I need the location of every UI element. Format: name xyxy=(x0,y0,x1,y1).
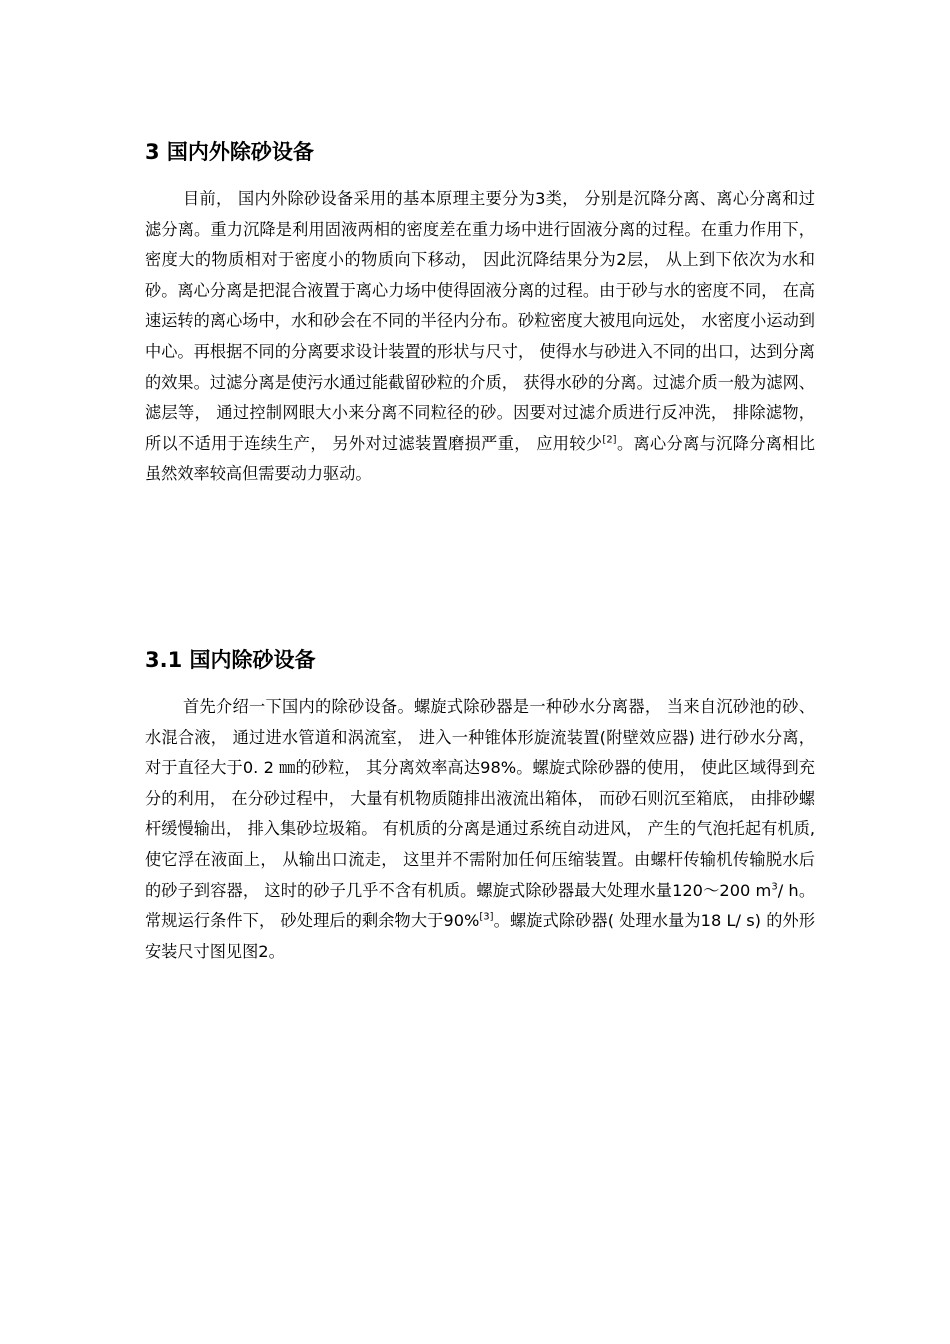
section-heading-3-1: 3.1 国内除砂设备 xyxy=(145,648,316,672)
paragraph-text: 目前， 国内外除砂设备采用的基本原理主要分为3类， 分别是沉降分离、离心分离和过滤分离。重力沉降是利用固液两相的密度差在重力场中进行固液分离的过程。在重力作用下， 密度大的物质相对于密度小的物质向下移动， 因此沉降结果分为2层， 从上到下依次为水和砂。离心分离是把混合液置于离心力场中使得固液分离的过程。由于砂与水的密度不同， 在高速运转的离心场中，水和砂会在不同的半径内分布。砂粒密度大被甩向远处， 水密度小运动到中心。再根据不同的分离要求设计装置的形状与尺寸， 使得水与砂进入不同的出口，达到分离的效果。过滤分离是使污水通过能截留砂粒的介质， 获得水砂的分离。过滤介质一般为滤网、滤层等， 通过控制网眼大小来分离不同粒径的砂。因要对过滤介质进行反冲洗， 排除滤物， 所以不适用于连续生产， 另外对过滤装置磨损严重， 应用较少 xyxy=(145,189,815,453)
paragraph-text-end: 。螺旋式除砂器( 处理水量为18 L/ s) 的外形安装尺寸图见图2。 xyxy=(145,911,816,961)
paragraph-text-mid: / h。常规运行条件下， 砂处理后的剩余物大于90% xyxy=(145,880,816,931)
section-3-1-paragraph xyxy=(145,692,815,967)
paragraph-text-end: 。离心分离与沉降分离相比虽然效率较高但需要动力驱动。 xyxy=(145,433,816,484)
unit-superscript: 3 xyxy=(771,881,778,893)
paragraph-text: 首先介绍一下国内的除砂设备。螺旋式除砂器是一种砂水分离器， 当来自沉砂池的砂、水混合液， 通过进水管道和涡流室， 进入一种锥体形旋流装置(附壁效应器) 进行砂水分离， 对于直径大于0. 2 ㎜的砂粒， 其分离效率高达98%。螺旋式除砂器的使用， 使此区域得到充分的利用， 在分砂过程中， 大量有机物质随排出液流出箱体， 而砂石则沉至箱底， 由排砂螺杆缓慢输出， 排入集砂垃圾箱。 有机质的分离是通过系统自动进风， 产生的气泡托起有机质,使它浮在液面上， 从输出口流走， 这里并不需附加任何压缩装置。由螺杆传输机传输脱水后的砂子到容器， 这时的砂子几乎不含有机质。螺旋式除砂器最大处理水量120～200 m xyxy=(145,697,815,900)
section-3-paragraph xyxy=(145,184,815,490)
citation-ref: [2] xyxy=(602,434,617,446)
citation-ref: [3] xyxy=(479,911,494,923)
section-heading-3: 3 国内外除砂设备 xyxy=(145,140,314,164)
